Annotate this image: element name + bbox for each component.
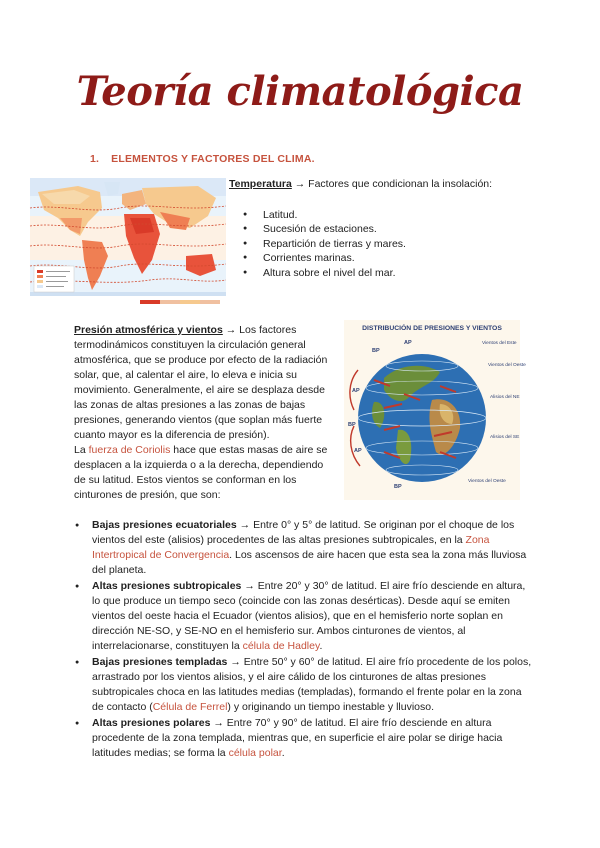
pressure-winds-globe [344, 320, 526, 500]
zone-text-end: . [281, 747, 285, 759]
temperature-arrow: → [294, 178, 306, 190]
zone-term: célula polar [228, 747, 282, 759]
section-heading [90, 153, 315, 165]
zone-text: Entre 20° y 30° de latitud. El aire frío desciende en altura, lo que produce un tiempo seco (coincide con las zonas desérticas). Desde aquí se emiten vientos del oeste hacia el Ecuador (vientos alisios), que en el hemisferio norte soplan en dirección NE-SO, y SE-NO en el hemisferio sur. Ambos cinturones de vientos, al interrelacionarse, constituyen la [92, 580, 526, 652]
zone-arrow: → [244, 580, 255, 592]
zone-name: Bajas presiones templadas [92, 656, 228, 668]
globe-label-oeste-n: Vientos del Oeste [488, 363, 526, 368]
zone-text-end: ) y originando un tiempo inestable y lluvioso. [227, 701, 435, 713]
zone-text: Entre 0° y 5° de latitud. Se originan por el choque de los vientos del este (alisios) procedentes de las altas presiones subtropicales, en la [92, 519, 515, 546]
list-item [92, 579, 532, 654]
globe-label-ap-low: AP [354, 448, 362, 454]
coriolis-pre: La [74, 444, 89, 456]
pressure-section [74, 323, 337, 503]
globe-label-ap-left: AP [352, 388, 360, 394]
zone-name: Bajas presiones ecuatoriales [92, 519, 237, 531]
pressure-zones-list [92, 518, 532, 762]
zone-text: Entre 50° y 60° de latitud. El aire frío procedente de los polos, arrastrado por los vientos alisios, y el aire cálido de los cinturones de altas presiones subtropicales choca en las latitudes medias (templadas), formando el frente polar en la zona de contacto ( [92, 656, 532, 713]
zone-name: Altas presiones polares [92, 717, 211, 729]
temperature-intro [229, 177, 569, 192]
zone-text: Entre 70° y 90° de latitud. El aire frío desciende en altura procedente de la zona templada, mientras que, en superficie el aire polar se dirige hacia latitudes medias; se forma la [92, 717, 503, 759]
world-temperature-map [30, 178, 226, 310]
list-item: ● Altura sobre el nivel del mar. [263, 266, 569, 281]
zone-arrow: → [213, 717, 224, 729]
temperature-section [229, 177, 569, 280]
globe-label-bp-top: BP [372, 348, 380, 354]
section-number: 1. [90, 153, 100, 165]
globe-label-bp-left: BP [348, 422, 356, 428]
temperature-intro-text: Factores que condicionan la insolación: [308, 178, 493, 190]
coriolis-post: hace que estas masas de aire se desplacen a la izquierda o a la derecha, dependiendo de su latitud. Estos vientos se conforman en los cinturones de presión, que son: [74, 444, 328, 501]
list-item [92, 518, 532, 578]
world-map-graphic [30, 178, 226, 310]
globe-label-este: Vientos del Este [482, 341, 517, 346]
list-item: ● Corrientes marinas. [263, 251, 569, 266]
coriolis-paragraph [74, 443, 337, 503]
globe-title: DISTRIBUCIÓN DE PRESIONES Y VIENTOS [362, 325, 502, 332]
pressure-text: Los factores termodinámicos constituyen la circulación general atmosférica, que se produce por efecto de la radiación solar, que, al calentar el aire, lo eleva e inicia su movimiento. Generalmente, el aire se desplaza desde las zonas de altas presiones a las zonas de bajas presiones, generando vientos (que soplan más fuerte cuanto mayor es la diferencia de presión). [74, 324, 328, 441]
temperature-factors-list [263, 208, 569, 281]
zone-arrow: → [239, 519, 251, 531]
list-item [92, 716, 532, 761]
pressure-paragraph [74, 323, 337, 443]
section-label: ELEMENTOS Y FACTORES DEL CLIMA. [111, 153, 315, 165]
zone-text-end: . [319, 640, 323, 652]
globe-label-ap-top: AP [404, 340, 412, 346]
zone-text-end: . Los ascensos de aire hacen que esta sea la zona más lluviosa del planeta. [92, 549, 527, 576]
pressure-arrow: → [225, 324, 237, 336]
globe-label-oeste-s: Vientos del Oeste [468, 479, 506, 484]
list-item: ● Latitud. [263, 208, 569, 223]
list-item: ● Repartición de tierras y mares. [263, 237, 569, 252]
globe-label-ne: Alisios del NE [490, 395, 520, 400]
zone-term: Célula de Ferrel [152, 701, 228, 713]
page-title: Teoría climatológica [76, 68, 524, 115]
globe-label-se: Alisios del SE [490, 435, 520, 440]
pressure-heading: Presión atmosférica y vientos [74, 324, 223, 336]
list-item [92, 655, 532, 715]
coriolis-term: fuerza de Coriolis [88, 444, 171, 456]
temperature-heading: Temperatura [229, 178, 292, 190]
globe-label-bp-low: BP [394, 484, 402, 490]
list-item: ● Sucesión de estaciones. [263, 222, 569, 237]
zone-arrow: → [230, 656, 241, 668]
zone-term: célula de Hadley [242, 640, 320, 652]
zone-name: Altas presiones subtropicales [92, 580, 242, 592]
zone-term: Zona Intertropical de Convergencia [92, 534, 490, 561]
globe-graphic [344, 320, 526, 500]
